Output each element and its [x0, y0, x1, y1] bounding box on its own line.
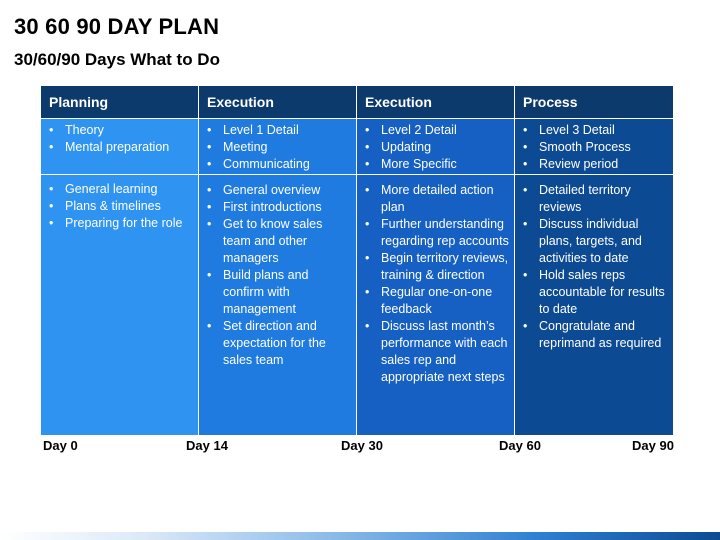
plan-table	[41, 86, 673, 436]
list-item: • Set direction and expectation for the sales team	[223, 318, 352, 369]
list-item: • Hold sales reps accountable for results to date	[539, 267, 669, 318]
column-header-execution-2: Execution	[357, 86, 515, 119]
process-detail-cell	[515, 175, 673, 436]
execution-1-detail-list	[199, 175, 356, 369]
list-item: • Mental preparation	[65, 139, 194, 156]
planning-summary-list	[41, 119, 198, 156]
page-title: 30 60 90 DAY PLAN	[14, 14, 220, 39]
list-item: • First introductions	[223, 199, 352, 216]
list-item: • Theory	[65, 122, 194, 139]
process-detail-list	[515, 175, 673, 352]
execution-1-summary-list	[199, 119, 356, 173]
planning-detail-list	[41, 175, 198, 232]
day-14-label: Day 14	[186, 438, 228, 453]
execution-1-summary-cell	[199, 119, 357, 175]
list-item: • Level 2 Detail	[381, 122, 510, 139]
planning-summary-cell	[41, 119, 199, 175]
list-item: • Congratulate and reprimand as required	[539, 318, 669, 352]
list-item: • Level 3 Detail	[539, 122, 669, 139]
list-item: • Level 1 Detail	[223, 122, 352, 139]
day-60-label: Day 60	[499, 438, 541, 453]
execution-1-detail-cell	[199, 175, 357, 436]
list-item: • Build plans and confirm with management	[223, 267, 352, 318]
page-subtitle: 30/60/90 Days What to Do	[14, 50, 220, 69]
list-item: • Discuss individual plans, targets, and activities to date	[539, 216, 669, 267]
process-summary-cell	[515, 119, 673, 175]
execution-2-detail-cell	[357, 175, 515, 436]
list-item: • Plans & timelines	[65, 198, 194, 215]
planning-detail-cell	[41, 175, 199, 436]
list-item: • Meeting	[223, 139, 352, 156]
day-30-label: Day 30	[341, 438, 383, 453]
list-item: • Regular one-on-one feedback	[381, 284, 510, 318]
column-header-execution-1: Execution	[199, 86, 357, 119]
execution-2-detail-list	[357, 175, 514, 386]
execution-2-summary-list	[357, 119, 514, 173]
footer-gradient-bar	[0, 532, 720, 540]
list-item: • Communicating	[223, 156, 352, 173]
day-0-label: Day 0	[43, 438, 78, 453]
column-header-process: Process	[515, 86, 673, 119]
process-summary-list	[515, 119, 673, 173]
day-90-label: Day 90	[632, 438, 674, 453]
list-item: • Discuss last month’s performance with each sales rep and appropriate next steps	[381, 318, 510, 386]
column-header-planning: Planning	[41, 86, 199, 119]
list-item: • Preparing for the role	[65, 215, 194, 232]
list-item: • More Specific	[381, 156, 510, 173]
list-item: • General overview	[223, 182, 352, 199]
list-item: • Detailed territory reviews	[539, 182, 669, 216]
list-item: • Review period	[539, 156, 669, 173]
day-timeline	[0, 438, 720, 456]
list-item: • General learning	[65, 181, 194, 198]
execution-2-summary-cell	[357, 119, 515, 175]
list-item: • More detailed action plan	[381, 182, 510, 216]
list-item: • Further understanding regarding rep accounts	[381, 216, 510, 250]
list-item: • Smooth Process	[539, 139, 669, 156]
list-item: • Begin territory reviews, training & direction	[381, 250, 510, 284]
list-item: • Get to know sales team and other managers	[223, 216, 352, 267]
list-item: • Updating	[381, 139, 510, 156]
